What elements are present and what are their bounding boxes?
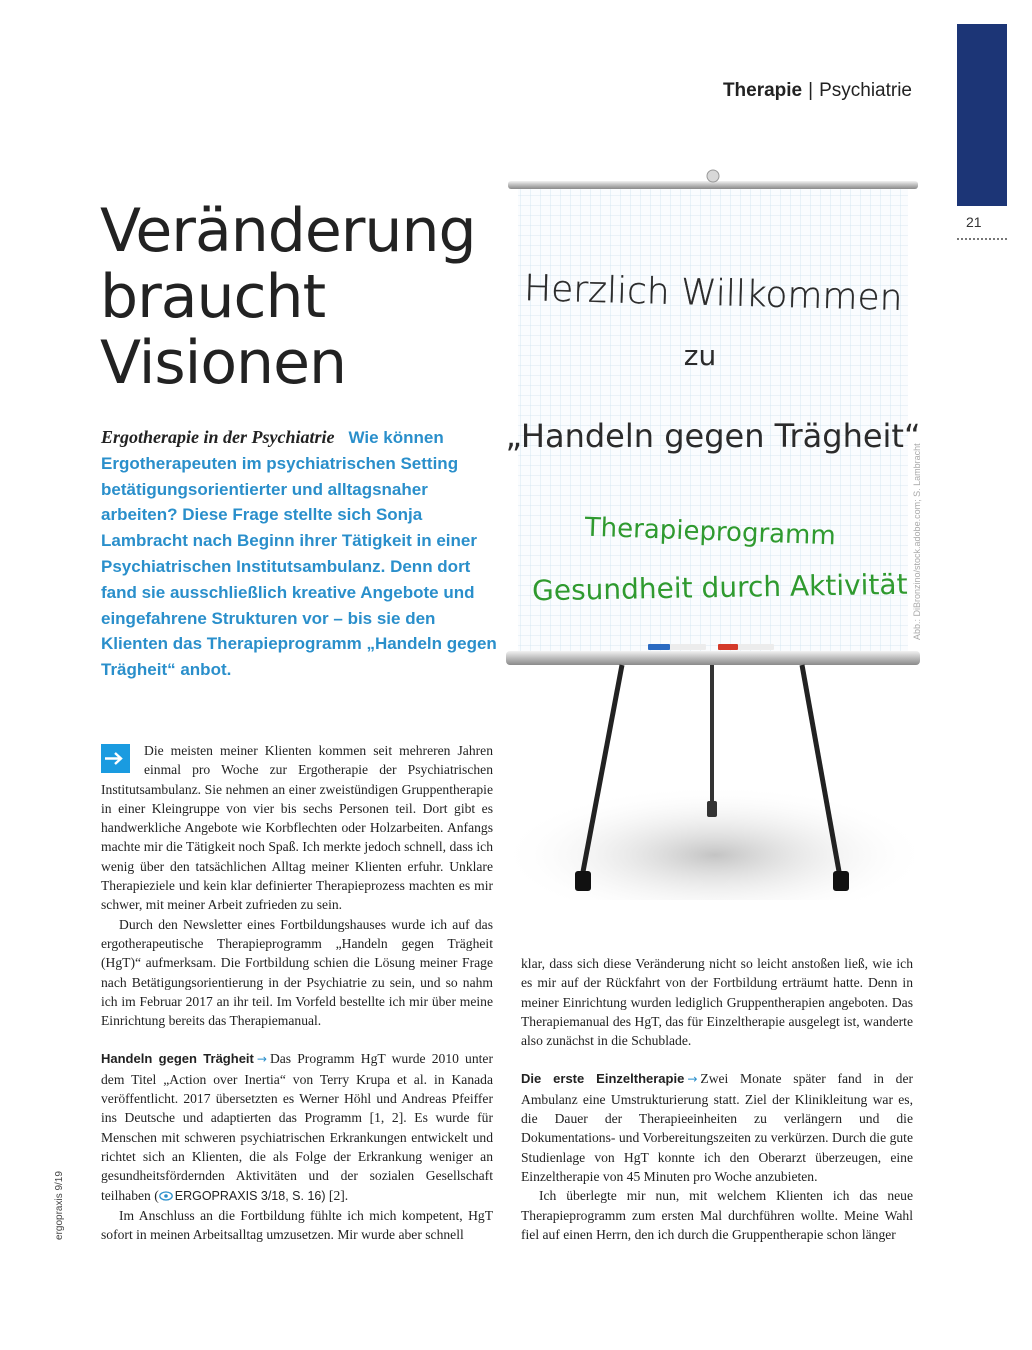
paragraph-6: Die erste Einzeltherapie → Zwei Monate später fand in der Ambulanz eine Umstrukturierung statt. Ziel der Klinikleitung war es, die Dauer der Therapieeinheiten zu verlängern und die Dokumentations- und Vorbereitungszeiten zu verkürzen. Durch die gute Studienlage von HgT konnte ich den Oberarzt überzeugen, eine Einzeltherapie von 45 Minuten pro Woche anzubieten. — [521, 1071, 913, 1184]
article-column-1 — [101, 741, 493, 1244]
paragraph-4: Im Anschluss an die Fortbildung fühlte ich mich kompetent, HgT sofort in meinen Arbeitsalltag umzusetzen. Mir wurde aber schnell — [101, 1207, 493, 1243]
subsection-name: Psychiatrie — [819, 80, 912, 101]
article-title — [100, 198, 500, 396]
cross-reference: ERGOPRAXIS 3/18, S. 16) — [174, 1188, 326, 1203]
title-line-1: Veränderung — [100, 196, 476, 266]
section-separator: | — [808, 80, 814, 101]
lead-text: Wie können Ergotherapeuten im psychiatrischen Setting betätigungsorientierter und alltagsnaher arbeiten? Diese Frage stellte sich Sonja Lambracht nach Beginn ihrer Tätigkeit in einer Psychiatrischen Institutsambulanz. Denn dort fand sie ausschließlich kreative Angebote und eingefahrene Strukturen vor – bis sie den Klienten das Therapieprogramm „Handeln gegen Trägheit“ anbot. — [101, 428, 497, 680]
marker-red — [718, 644, 738, 650]
page-number: 21 — [966, 214, 982, 230]
subheading-handeln: Handeln gegen Trägheit — [101, 1051, 254, 1067]
flipchart-line-3: „Handeln gegen Trägheit“ — [505, 417, 921, 455]
arrow-right-icon: → — [256, 1052, 267, 1067]
title-line-2: braucht — [100, 262, 326, 332]
easel-foot-center — [707, 801, 717, 817]
section-color-tab — [957, 24, 1007, 206]
eye-icon — [159, 1187, 173, 1206]
paragraph-7: Ich überlegte mir nun, mit welchem Klienten ich das neue Therapieprogramm zum ersten Mal durchführen wollte. Meine Wahl fiel auf einen Herrn, den ich durch die Gruppentherapie schon länger — [521, 1188, 913, 1242]
lead-kicker: Ergotherapie in der Psychiatrie — [101, 427, 335, 447]
section-name: Therapie — [722, 80, 803, 101]
flipchart-line-5: Gesundheit durch Aktivität — [531, 567, 908, 608]
flipchart-illustration — [500, 165, 930, 900]
image-credit: Abb.: DiBronzino/stock.adobe.com; S. Lambracht — [912, 443, 922, 640]
easel-foot-left — [575, 871, 591, 891]
flipchart-tray — [506, 651, 920, 665]
journal-issue-label: ergopraxis 9/19 — [54, 1171, 65, 1240]
flipchart-line-2: zu — [683, 339, 717, 372]
paragraph-3: Handeln gegen Trägheit → Das Programm HgT wurde 2010 unter dem Titel „Action over Inertia“ von Terry Krupa et al. in Kanada veröffentlicht. 2017 übersetzten es Werner Höhl und Andreas Pfeiffer ins Deutsche und adaptierten das Programm [1, 2]. Es wurde für Menschen mit schweren psychiatrischen Erkrankungen entwickelt und richtet sich an Klienten, die als Folge der Erkrankung weniger an gesundheitsfördernden Aktivitäten und der sozialen Gesellschaft teilhaben ( ERGOPRAXIS 3/18, S. 16) [2]. — [101, 1049, 493, 1205]
title-line-3: Visionen — [100, 328, 347, 398]
easel-foot-right — [833, 871, 849, 891]
arrow-right-icon — [101, 744, 130, 773]
paragraph-1: Die meisten meiner Klienten kommen seit mehreren Jahren einmal pro Woche zur Ergotherapie der Psychiatrischen Institutsambulanz. Sie nehmen an einer zweistündigen Gruppentherapie in einer Kleingruppe von vier bis sechs Personen teil. Dort gibt es handwerkliche Angebote wie Korbflechten oder Holzarbeiten. Anfangs machte mir die Tätigkeit noch Spaß. Ich merkte jedoch schnell, dass ich wenig über den tatsächlichen Alltag meiner Klienten erfuhr. Unklare Therapieziele und kein klar definierter Therapieprozess machten es mir schwer, mit meiner Arbeit zufrieden zu sein. — [101, 743, 493, 913]
flipchart-line-1: Herzlich Willkommen — [523, 268, 904, 319]
subheading-einzeltherapie: Die erste Einzeltherapie — [521, 1071, 685, 1087]
page-number-divider — [957, 238, 1007, 240]
paragraph-5: klar, dass sich diese Veränderung nicht so leicht anstoßen ließ, wie ich es mir auf der Rückfahrt von der Fortbildung erträumt hatte. Denn in meiner Einrichtung wurden lediglich Gruppentherapien angeboten. Das Therapiemanual des HgT, das für Einzeltherapie ausgelegt ist, wanderte also zunächst in die Schublade. — [521, 956, 913, 1049]
article-column-2 — [521, 954, 913, 1244]
paragraph-2: Durch den Newsletter eines Fortbildungshauses wurde ich auf das ergotherapeutische Therapieprogramm „Handeln gegen Trägheit (HgT)“ aufmerksam. Die Fortbildung schien die Lösung meiner Frage nach Betätigungsorientierung in der Psychiatrie zu sein, und so nahm ich im Februar 2017 an ihr teil. Im Vorfeld bestellte ich mir über meine Einrichtung bereits das Therapiemanual. — [101, 916, 493, 1029]
flipchart-hook — [707, 170, 719, 182]
section-header — [723, 80, 912, 102]
article-lead — [101, 425, 501, 683]
flipchart-line-4: Therapieprogramm — [584, 512, 837, 552]
arrow-right-icon: → — [687, 1072, 698, 1087]
marker-blue — [648, 644, 670, 650]
